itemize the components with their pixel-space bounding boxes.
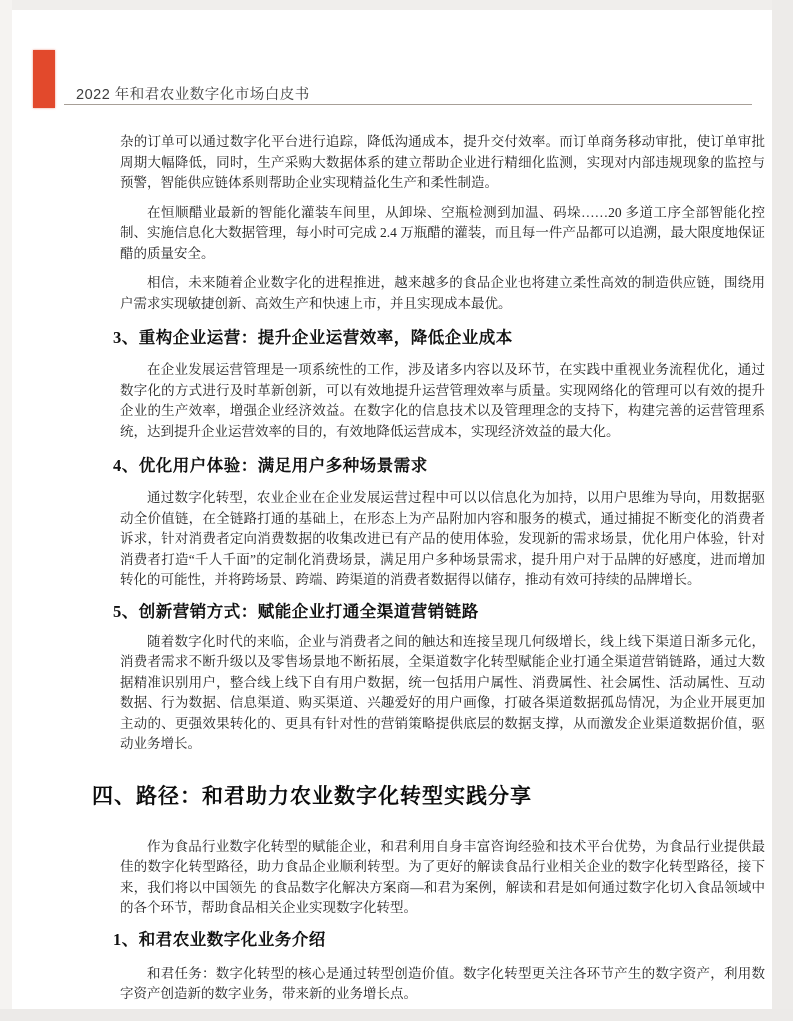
document-body bbox=[92, 132, 765, 1014]
header-divider bbox=[64, 104, 752, 105]
paragraph: 和君任务：数字化转型的核心是通过转型创造价值。数字化转型更关注各环节产生的数字资产，利用数字资产创造新的数字业务，带来新的业务增长点。 bbox=[120, 965, 765, 1001]
paragraph: 作为食品行业数字化转型的赋能企业，和君利用自身丰富咨询经验和技术平台优势，为食品行业提供最佳的数字化转型路径，助力食品企业顺利转型。为了更好的解读食品行业相关企业的数字化转型路径，接下来，我们将以中国领先 的食品数字化解决方案商—和君为案例，解读和君是如何通过数字化切入食品领域中的各个环节，帮助食品相关企业实现数字化转型。 bbox=[120, 838, 765, 915]
paragraph: 在恒顺醋业最新的智能化灌装车间里，从卸垛、空瓶检测到加温、码垛……20 多道工序全部智能化控制、实施信息化大数据管理，每小时可完成 2.4 万瓶醋的灌装，而且每一件产品都可以追溯，最大限度地保证醋的质量安全。 bbox=[120, 204, 765, 261]
section-heading-5: 5、创新营销方式：赋能企业打通全渠道营销链路 bbox=[113, 601, 479, 621]
scan-edge-right bbox=[772, 0, 793, 1021]
chapter-heading: 四、路径：和君助力农业数字化转型实践分享 bbox=[92, 783, 532, 808]
scan-edge-left bbox=[0, 0, 12, 1021]
section-heading-1: 1、和君农业数字化业务介绍 bbox=[113, 929, 326, 949]
paragraph: 杂的订单可以通过数字化平台进行追踪，降低沟通成本，提升交付效率。而订单商务移动审批，使订单审批周期大幅降低，同时，生产采购大数据体系的建立帮助企业进行精细化监测，实现对内部违规现象的监控与预警，智能供应链体系则帮助企业实现精益化生产和柔性制造。 bbox=[120, 134, 765, 190]
paragraph: 通过数字化转型，农业企业在企业发展运营过程中可以以信息化为加持，以用户思维为导向，用数据驱动全价值链，在全链路打通的基础上，在形态上为产品附加内容和服务的模式，通过捕捉不断变化的消费者诉求，针对消费者定向消费数据的收集改进已有产品的使用体验，发现新的需求场景，优化用户体验，针对消费者打造“千人千面”的定制化消费场景，满足用户多种场景需求，提升用户对于品牌的好感度，进而增加转化的可能性，并将跨场景、跨端、跨渠道的消费者数据得以储存，推动有效可持续的品牌增长。 bbox=[120, 490, 765, 587]
brand-accent-bar bbox=[33, 50, 55, 108]
paragraph: 随着数字化时代的来临，企业与消费者之间的触达和连接呈现几何级增长，线上线下渠道日渐多元化，消费者需求不断升级以及零售场景地不断拓展，全渠道数字化转型赋能企业打通全渠道营销链路，通过大数据精准识别用户，整合线上线下自有用户数据，统一包括用户属性、消费属性、社会属性、活动属性、互动数据、行为数据、信息渠道、购买渠道、兴趣爱好的用户画像，打破各渠道数据孤岛情况，为企业开展更加主动的、更强效果转化的、更具有针对性的营销策略提供底层的数据支撑，从而激发企业渠道数据价值，驱动业务增长。 bbox=[120, 633, 765, 751]
paragraph: 在企业发展运营管理是一项系统性的工作，涉及诸多内容以及环节，在实践中重视业务流程优化，通过数字化的方式进行及时革新创新，可以有效地提升运营管理效率与质量。实现网络化的管理可以有效的提升企业的生产效率，增强企业经济效益。在数字化的信息技术以及管理理念的支持下，构建完善的运营管理系统，达到提升企业运营效率的目的，有效地降低运营成本，实现经济效益的最大化。 bbox=[120, 362, 765, 439]
scan-edge-top bbox=[0, 0, 793, 10]
paragraph: 相信，未来随着企业数字化的进程推进，越来越多的食品企业也将建立柔性高效的制造供应链，围绕用户需求实现敏捷创新、高效生产和快速上市，并且实现成本最优。 bbox=[120, 275, 765, 311]
section-heading-3: 3、重构企业运营：提升企业运营效率，降低企业成本 bbox=[113, 328, 513, 347]
section-heading-4: 4、优化用户体验：满足用户多种场景需求 bbox=[113, 456, 428, 475]
document-title: 2022 年和君农业数字化市场白皮书 bbox=[76, 87, 310, 103]
